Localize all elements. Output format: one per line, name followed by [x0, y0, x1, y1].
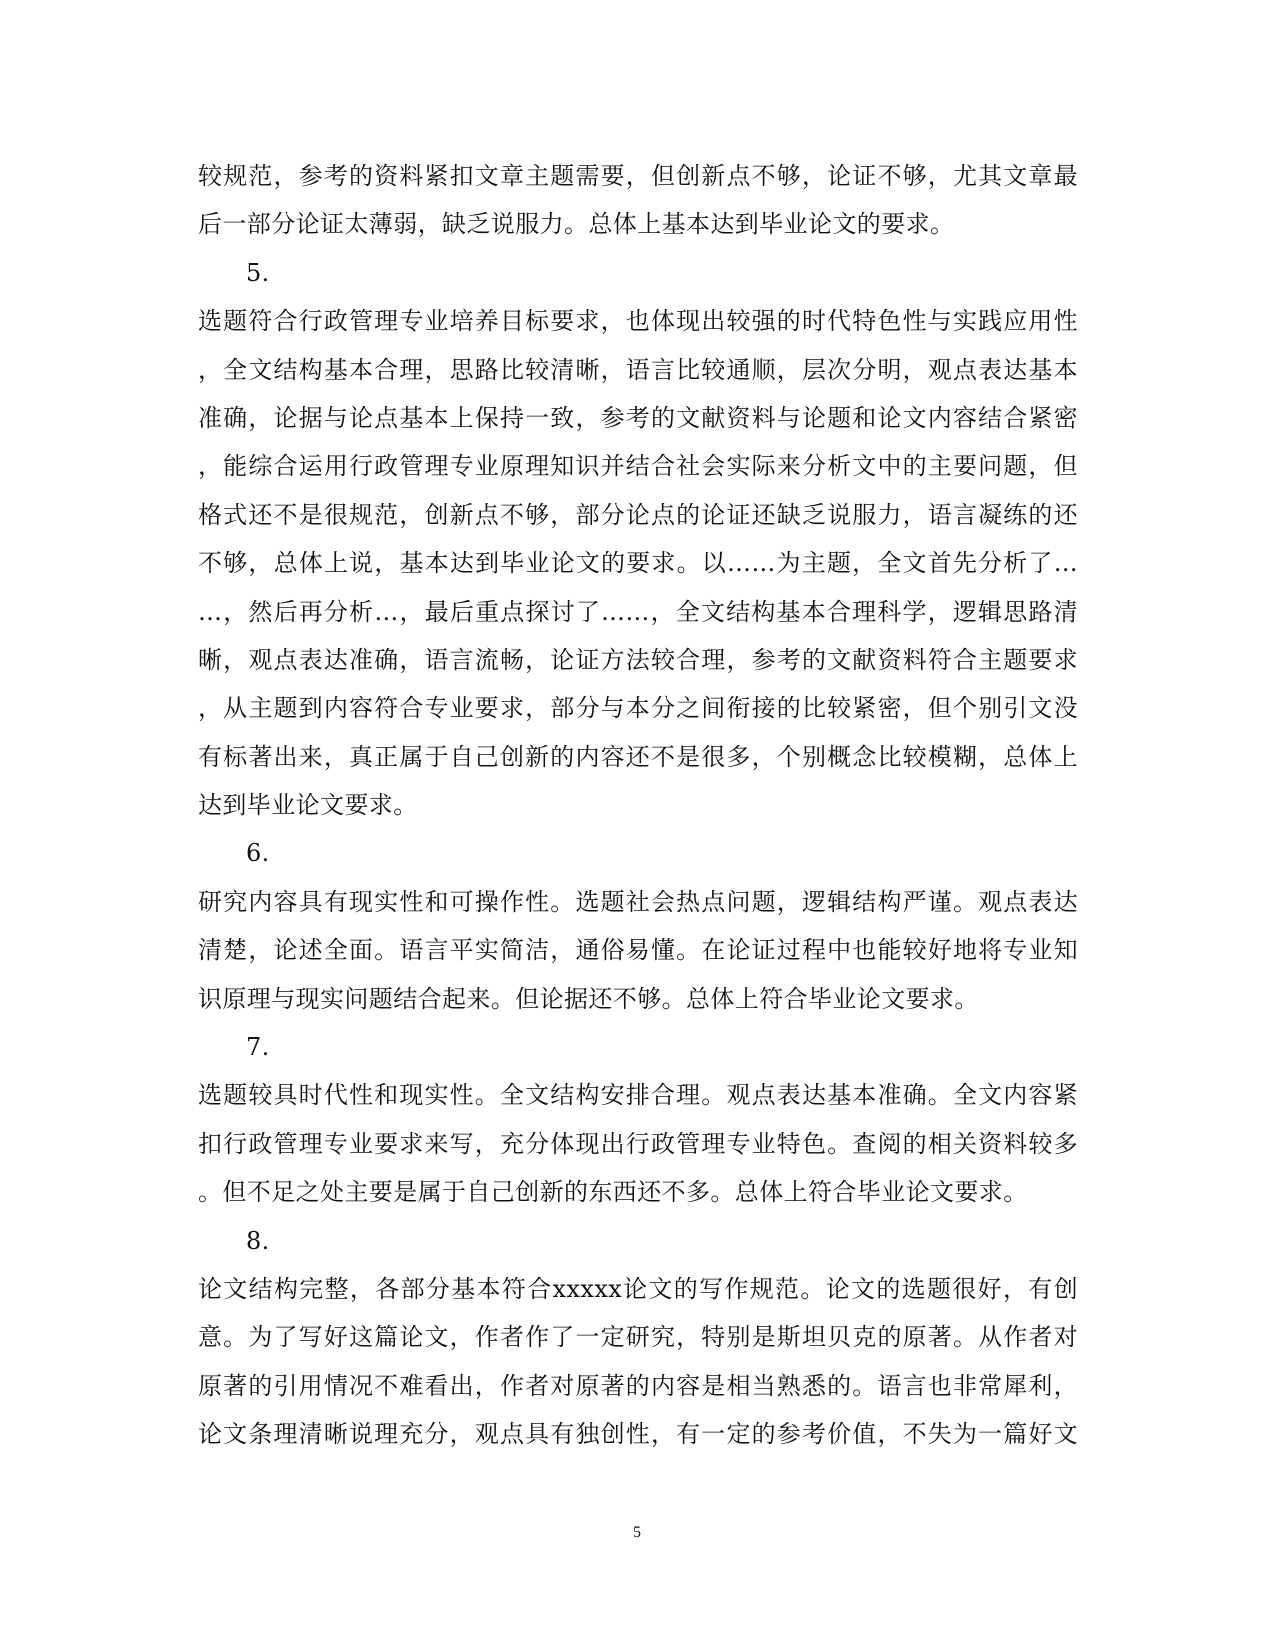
text-line: 达到毕业论文要求。: [198, 791, 418, 820]
text-line: 晰，观点表达准确，语言流畅，论证方法较合理，参考的文献资料符合主题要求: [198, 645, 1078, 674]
text-line: 论文条理清晰说理充分，观点具有独创性，有一定的参考价值，不失为一篇好文: [198, 1420, 1078, 1449]
text-line: 准确，论据与论点基本上保持一致，参考的文献资料与论题和论文内容结合紧密: [198, 403, 1078, 432]
page-number: 5: [633, 1524, 641, 1541]
text-line: 选题符合行政管理专业培养目标要求，也体现出较强的时代特色性与实践应用性: [198, 307, 1078, 336]
text-line: 不够，总体上说，基本达到毕业论文的要求。以……为主题，全文首先分析了…: [198, 549, 1078, 578]
text-line: 研究内容具有现实性和可操作性。选题社会热点问题，逻辑结构严谨。观点表达: [198, 887, 1078, 916]
text-line: 意。为了写好这篇论文，作者作了一定研究，特别是斯坦贝克的原著。从作者对: [198, 1323, 1078, 1352]
text-line: ，从主题到内容符合专业要求，部分与本分之间衔接的比较紧密，但个别引文没: [198, 694, 1078, 723]
text-line: 清楚，论述全面。语言平实简洁，通俗易懂。在论证过程中也能较好地将专业知: [198, 936, 1078, 965]
text-line: 识原理与现实问题结合起来。但论据还不够。总体上符合毕业论文要求。: [198, 984, 979, 1013]
section-number: 6.: [246, 839, 270, 868]
text-line: 选题较具时代性和现实性。全文结构安排合理。观点表达基本准确。全文内容紧: [198, 1081, 1078, 1110]
section-number: 7.: [246, 1033, 270, 1062]
text-line: 原著的引用情况不难看出，作者对原著的内容是相当熟悉的。语言也非常犀利，: [198, 1371, 1078, 1400]
section-number: 5.: [246, 258, 270, 287]
body-text: [198, 152, 1078, 1459]
section-number: 8.: [246, 1226, 270, 1255]
text-line: …，然后再分析…，最后重点探讨了……，全文结构基本合理科学，逻辑思路清: [198, 597, 1078, 626]
text-line: 较规范，参考的资料紧扣文章主题需要，但创新点不够，论证不够，尤其文章最: [198, 162, 1078, 190]
text-line: ，全文结构基本合理，思路比较清晰，语言比较通顺，层次分明，观点表达基本: [198, 355, 1078, 384]
text-line: ，能综合运用行政管理专业原理知识并结合社会实际来分析文中的主要问题，但: [198, 452, 1078, 481]
text-line: 论文结构完整，各部分基本符合xxxxx论文的写作规范。论文的选题很好，有创: [198, 1274, 1078, 1303]
text-line: 扣行政管理专业要求来写，充分体现出行政管理专业特色。查阅的相关资料较多: [198, 1129, 1078, 1158]
text-line: 格式还不是很规范，创新点不够，部分论点的论证还缺乏说服力，语言凝练的还: [198, 500, 1078, 529]
text-line: 后一部分论证太薄弱，缺乏说服力。总体上基本达到毕业论文的要求。: [198, 210, 955, 239]
text-line: 有标著出来，真正属于自己创新的内容还不是很多，个别概念比较模糊，总体上: [198, 742, 1078, 771]
text-line: 。但不足之处主要是属于自己创新的东西还不多。总体上符合毕业论文要求。: [198, 1178, 1028, 1207]
